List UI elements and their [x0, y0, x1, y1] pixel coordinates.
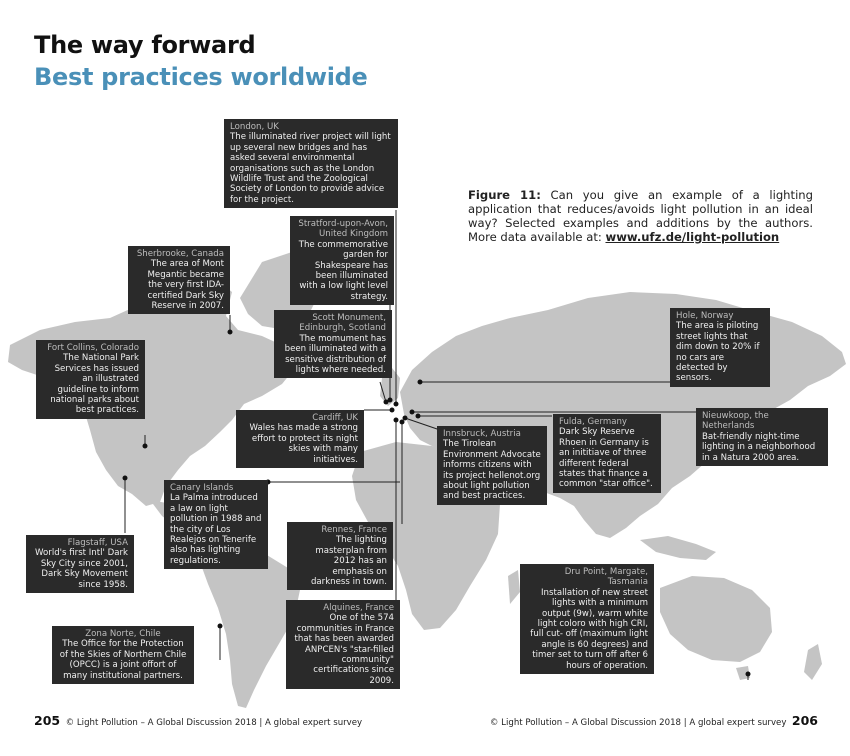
callout-flagstaff-body: World's first Intl' Dark Sky City since 2001, Dark Sky Movement since 1958. [35, 548, 128, 590]
callout-hole [670, 308, 770, 387]
callout-nieuwkoop [696, 408, 828, 466]
callout-sherbrooke [128, 246, 230, 314]
callout-fulda-body: Dark Sky Reserve Rhoen in Germany is an inititiave of three different federal states that finance a common "star office". [559, 427, 653, 490]
callout-fulda-heading: Fulda, Germany [559, 417, 627, 427]
callout-fulda [553, 414, 661, 493]
callout-zona-body: The Office for the Protection of the Skies of Northern Chile (OPCC) is a joint offort of many institutional partners. [59, 639, 187, 681]
callout-nieuwkoop-heading: Nieuwkoop, the Netherlands [702, 411, 769, 432]
callout-dru-heading: Dru Point, Margate, Tasmania [564, 567, 648, 588]
callout-canary-heading: Canary Islands [170, 483, 234, 493]
footer-left-text: © Light Pollution – A Global Discussion 2018 | A global expert survey [65, 718, 363, 728]
caption-text: Can you give an example of a lighting application that reduces/avoids light pollution in an ideal way? Selected examples and additions by the authors. More data available at: [468, 188, 813, 244]
callout-cardiff-body: Wales has made a strong effort to protect its night skies with many initiatives. [249, 423, 358, 465]
callout-london [224, 119, 398, 208]
callout-canary [164, 480, 268, 569]
figure-label: Figure 11: [468, 188, 541, 202]
page-subtitle: Best practices worldwide [34, 63, 368, 91]
callout-sherbrooke-heading: Sherbrooke, Canada [136, 249, 224, 259]
callout-cardiff-heading: Cardiff, UK [312, 413, 358, 423]
callout-fortcollins-heading: Fort Collins, Colorado [47, 343, 139, 353]
callout-canary-body: La Palma introduced a law on light pollution in 1988 and the city of Los Realejos on Tenerife also has lighting regulations. [170, 493, 262, 566]
map-se-asia [640, 536, 716, 560]
callout-fortcollins-body: The National Park Services has issued an illustrated guideline to inform national parks about best practices. [50, 353, 139, 416]
callout-stratford-heading: Stratford-upon-Avon, United Kingdom [298, 219, 388, 240]
page-number-left: 205 [34, 713, 61, 728]
callout-hole-heading: Hole, Norway [676, 311, 734, 321]
callout-scott-heading: Scott Monument, Edinburgh, Scotland [299, 313, 386, 334]
callout-zona-heading: Zona Norte, Chile [85, 629, 161, 639]
callout-scott [274, 310, 392, 378]
callout-stratford [290, 216, 394, 305]
callout-fortcollins [36, 340, 145, 419]
data-link[interactable]: www.ufz.de/light-pollution [605, 230, 780, 244]
map-madagascar [508, 570, 520, 604]
callout-sherbrooke-body: The area of Mont Megantic became the very first IDA-certified Dark Sky Reserve in 2007. [147, 259, 224, 312]
callout-alquines-heading: Alquines, France [323, 603, 394, 613]
callout-dru-body: Installation of new street lights with a minimum output (9w), warm white light coloro with high CRI, full cut- off (maximum light angle is 60 degrees) and timer set to turn off after 6 hours of operation. [530, 587, 648, 671]
callout-london-body: The illuminated river project will light up several new bridges and has asked several environmental organisations such as the London Wildlife Trust and the Zoological Society of London to provide advice for the project. [230, 132, 391, 205]
callout-dru [520, 564, 654, 674]
map-new-zealand [804, 644, 822, 680]
page-title: The way forward [34, 31, 256, 59]
callout-stratford-body: The commemorative garden for Shakespeare has been illuminated with a low light level strategy. [298, 239, 388, 302]
callout-rennes-body: The lighting masterplan from 2012 has an emphasis on darkness in town. [310, 535, 387, 588]
callout-london-heading: London, UK [230, 122, 279, 132]
callout-rennes-heading: Rennes, France [321, 525, 387, 535]
map-australia [660, 576, 772, 662]
callout-hole-body: The area is piloting street lights that dim down to 20% if no cars are detected by sensors. [676, 321, 760, 384]
callout-innsbruck [437, 426, 547, 505]
callout-zona [52, 626, 194, 684]
callout-flagstaff [26, 535, 134, 593]
callout-alquines [286, 600, 400, 689]
footer-right-text: © Light Pollution – A Global Discussion 2018 | A global expert survey [489, 718, 787, 728]
footer-left [34, 713, 362, 728]
callout-flagstaff-heading: Flagstaff, USA [67, 538, 128, 548]
callout-rennes [287, 522, 393, 590]
footer-right [490, 713, 818, 728]
callout-scott-body: The momument has been illuminated with a sensitive distribution of lights where needed. [284, 333, 386, 376]
callout-cardiff [236, 410, 364, 468]
callout-innsbruck-heading: Innsbruck, Austria [443, 429, 521, 439]
callout-innsbruck-body: The Tirolean Environment Advocate informs citizens with its project hellenot.org about light pollution and best practices. [443, 439, 541, 502]
callout-alquines-body: One of the 574 communities in France that has been awarded ANPCEN's "star-filled community" certifications since 2009. [294, 613, 394, 686]
callout-nieuwkoop-body: Bat-friendly night-time lighting in a neighborhood in a Natura 2000 area. [702, 431, 816, 463]
page-number-right: 206 [791, 713, 818, 728]
